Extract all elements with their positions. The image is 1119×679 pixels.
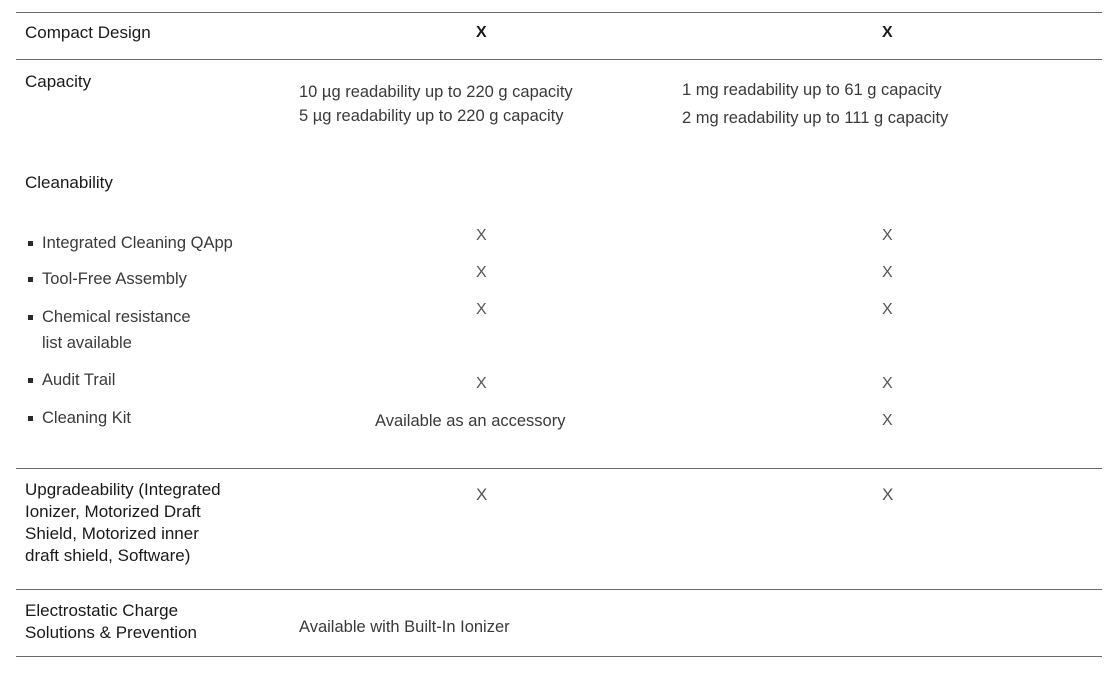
upgradeability-label-line1: Upgradeability (Integrated: [25, 480, 221, 499]
capacity-col1-line1: 10 µg readability up to 220 g capacity: [299, 83, 573, 101]
cleanability-item-label: Audit Trail: [42, 371, 116, 389]
cleanability-item-col1: X: [476, 227, 487, 244]
compact-design-col1-value: X: [476, 24, 487, 41]
row-label-electrostatic: [25, 600, 295, 644]
cleanability-item-label-line2: list available: [42, 334, 132, 352]
bullet-icon: [28, 378, 33, 383]
table-top-border: [16, 12, 1102, 13]
cleanability-item-label: Tool-Free Assembly: [42, 270, 187, 288]
cleanability-item-label: Integrated Cleaning QApp: [42, 234, 233, 252]
cleanability-item-col1: Available as an accessory: [375, 412, 566, 430]
electrostatic-label-line1: Electrostatic Charge: [25, 601, 179, 620]
cleanability-item-col1: X: [476, 375, 487, 392]
electrostatic-label-line2: Solutions & Prevention: [25, 623, 197, 642]
row-divider: [16, 589, 1102, 590]
electrostatic-col1-value: Available with Built-In Ionizer: [299, 618, 510, 636]
cleanability-item-col2: X: [882, 301, 893, 318]
upgradeability-label-line2: Ionizer, Motorized Draft: [25, 502, 201, 521]
row-label-capacity: Capacity: [25, 72, 92, 91]
upgradeability-label-line3: Shield, Motorized inner: [25, 524, 199, 543]
bullet-icon: [28, 315, 33, 320]
capacity-col2-line2: 2 mg readability up to 111 g capacity: [682, 109, 949, 127]
bullet-icon: [28, 416, 33, 421]
capacity-col2-line1: 1 mg readability up to 61 g capacity: [682, 81, 942, 99]
cleanability-item-col2: X: [882, 227, 893, 244]
row-divider: [16, 468, 1102, 469]
upgradeability-col2-value: X: [882, 485, 894, 504]
row-label-upgradeability: [25, 479, 295, 567]
capacity-col1-line2: 5 µg readability up to 220 g capacity: [299, 107, 564, 125]
cleanability-item-col2: X: [882, 412, 893, 429]
bullet-icon: [28, 241, 33, 246]
compact-design-col2-value: X: [882, 24, 893, 41]
cleanability-item-label: Cleaning Kit: [42, 409, 131, 427]
row-label-compact-design: Compact Design: [25, 23, 151, 42]
row-divider: [16, 59, 1102, 60]
cleanability-item-col2: X: [882, 264, 893, 281]
cleanability-item-col1: X: [476, 264, 487, 281]
upgradeability-label-line4: draft shield, Software): [25, 546, 191, 565]
bullet-icon: [28, 277, 33, 282]
cleanability-item-col1: X: [476, 301, 487, 318]
table-bottom-border: [16, 656, 1102, 657]
cleanability-item-label-line1: Chemical resistance: [42, 308, 191, 326]
row-label-cleanability: Cleanability: [25, 173, 113, 192]
upgradeability-col1-value: X: [476, 485, 488, 504]
cleanability-item-col2: X: [882, 375, 893, 392]
